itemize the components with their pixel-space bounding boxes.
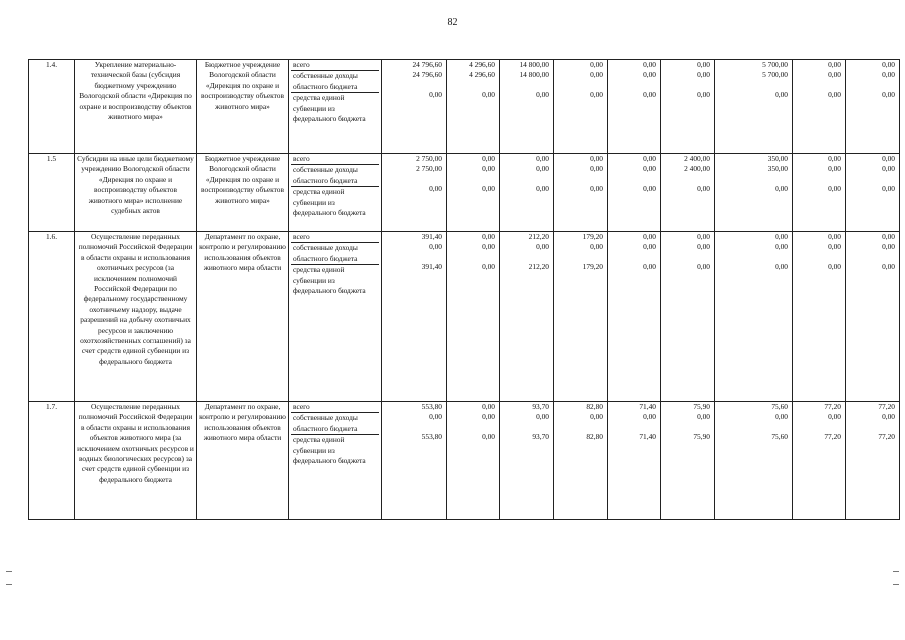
- amount-federal: 0,00: [775, 261, 788, 271]
- amount-own: 0,00: [482, 164, 495, 174]
- amount-cell: [500, 402, 554, 520]
- amount-cell: [554, 402, 608, 520]
- amount-cell: [661, 60, 715, 154]
- amount-cell: [447, 402, 500, 520]
- amount-own: 0,00: [590, 164, 603, 174]
- amount-own: 0,00: [643, 164, 656, 174]
- amount-federal: 179,20: [582, 261, 603, 271]
- amount-federal: 0,00: [775, 183, 788, 193]
- amount-own: 24 796,60: [412, 70, 442, 80]
- amount-own: 0,00: [590, 242, 603, 252]
- amount-total: 4 296,60: [469, 60, 495, 69]
- amount-federal: 77,20: [878, 431, 895, 441]
- amount-cell: [554, 232, 608, 402]
- amount-own: 0,00: [429, 242, 442, 252]
- amount-total: 0,00: [882, 154, 895, 163]
- amount-total: 0,00: [828, 154, 841, 163]
- amount-own: 0,00: [828, 412, 841, 422]
- amount-own: 0,00: [536, 164, 549, 174]
- source-own-revenue: собственные доходы областного бюджета: [291, 243, 379, 265]
- amount-federal: 0,00: [828, 89, 841, 99]
- executor-cell: Бюджетное учреждение Вологодской области «Дирекция по охране и воспроизводству объектов животного мира»: [197, 60, 289, 154]
- amount-total: 0,00: [590, 154, 603, 163]
- source-total: всего: [291, 154, 379, 165]
- amount-own: 0,00: [590, 412, 603, 422]
- amount-federal: 0,00: [536, 183, 549, 193]
- amount-federal: 75,90: [693, 431, 710, 441]
- measure-name-cell: Укрепление материально-технической базы (субсидия бюджетному учреждению Вологодской области «Дирекция по охране и воспроизводству объектов животного мира»: [75, 60, 197, 154]
- amount-total: 391,40: [421, 232, 442, 241]
- amount-federal: 0,00: [643, 261, 656, 271]
- amount-own: 0,00: [775, 412, 788, 422]
- amount-total: 75,60: [771, 402, 788, 411]
- amount-total: 2 750,00: [416, 154, 442, 163]
- amount-cell: [661, 154, 715, 232]
- amount-cell: [382, 60, 447, 154]
- amount-own: 0,00: [828, 164, 841, 174]
- amount-total: 93,70: [532, 402, 549, 411]
- source-federal-subvention: средства единой субвенции из федерального бюджета: [293, 435, 366, 466]
- amount-total: 77,20: [878, 402, 895, 411]
- amount-total: 0,00: [882, 232, 895, 241]
- amount-cell: [715, 232, 793, 402]
- amount-federal: 391,40: [421, 261, 442, 271]
- amount-federal: 0,00: [429, 183, 442, 193]
- table-row: [29, 60, 900, 154]
- amount-federal: 93,70: [532, 431, 549, 441]
- source-total: всего: [291, 60, 379, 71]
- source-own-revenue: собственные доходы областного бюджета: [291, 413, 379, 435]
- amount-federal: 0,00: [643, 183, 656, 193]
- amount-federal: 0,00: [828, 183, 841, 193]
- amount-total: 0,00: [828, 60, 841, 69]
- executor-cell: Департамент по охране, контролю и регулированию использования объектов животного мира области: [197, 232, 289, 402]
- amount-total: 0,00: [482, 154, 495, 163]
- amount-own: 0,00: [882, 412, 895, 422]
- budget-table: [28, 59, 900, 520]
- amount-cell: [846, 232, 900, 402]
- page-number: 82: [447, 17, 458, 28]
- amount-total: 179,20: [582, 232, 603, 241]
- amount-federal: 0,00: [697, 89, 710, 99]
- amount-federal: 0,00: [482, 183, 495, 193]
- row-number-cell: 1.5: [29, 154, 75, 232]
- amount-cell: [447, 60, 500, 154]
- amount-total: 0,00: [882, 60, 895, 69]
- amount-cell: [608, 232, 661, 402]
- table-row: [29, 154, 900, 232]
- amount-own: 0,00: [429, 412, 442, 422]
- amount-federal: 0,00: [482, 89, 495, 99]
- row-number-cell: 1.6.: [29, 232, 75, 402]
- source-federal-subvention: средства единой субвенции из федерального бюджета: [293, 187, 366, 218]
- amount-own: 14 800,00: [519, 70, 549, 80]
- amount-cell: [554, 60, 608, 154]
- funding-source-cell: [289, 154, 382, 232]
- amount-own: 0,00: [828, 242, 841, 252]
- amount-total: 0,00: [775, 232, 788, 241]
- amount-federal: 0,00: [828, 261, 841, 271]
- amount-own: 0,00: [482, 242, 495, 252]
- measure-name-cell: Субсидии на иные цели бюджетному учреждению Вологодской области «Дирекция по охране и воспроизводству объектов животного мира» исполнение судебных актов: [75, 154, 197, 232]
- amount-cell: [382, 154, 447, 232]
- measure-name-cell: Осуществление переданных полномочий Российской Федерации в области охраны и использования охотничьих ресурсов (за исключением полномочий Российской Федерации по федеральному государственному охотничьему надзору, выдаче разрешений на добычу охотничьих ресурсов и заключению охотхозяйственных соглашений) за счет средств единой субвенции из федерального бюджета: [75, 232, 197, 402]
- amount-total: 71,40: [639, 402, 656, 411]
- amount-federal: 75,60: [771, 431, 788, 441]
- amount-federal: 0,00: [429, 89, 442, 99]
- amount-cell: [793, 232, 846, 402]
- amount-cell: [793, 402, 846, 520]
- amount-federal: 82,80: [586, 431, 603, 441]
- amount-cell: [715, 60, 793, 154]
- amount-federal: 0,00: [882, 261, 895, 271]
- amount-cell: [661, 232, 715, 402]
- amount-federal: 0,00: [775, 89, 788, 99]
- amount-total: 75,90: [693, 402, 710, 411]
- amount-own: 0,00: [775, 242, 788, 252]
- amount-cell: [846, 60, 900, 154]
- funding-source-cell: [289, 402, 382, 520]
- amount-federal: 71,40: [639, 431, 656, 441]
- table-row: [29, 232, 900, 402]
- amount-own: 0,00: [882, 242, 895, 252]
- amount-total: 0,00: [536, 154, 549, 163]
- amount-total: 0,00: [590, 60, 603, 69]
- amount-own: 0,00: [828, 70, 841, 80]
- amount-own: 5 700,00: [762, 70, 788, 80]
- table-body: [29, 60, 900, 520]
- amount-cell: [382, 402, 447, 520]
- amount-own: 0,00: [882, 70, 895, 80]
- margin-mark: [893, 571, 899, 572]
- executor-cell: Департамент по охране, контролю и регулированию использования объектов животного мира области: [197, 402, 289, 520]
- amount-own: 0,00: [482, 412, 495, 422]
- amount-own: 0,00: [697, 412, 710, 422]
- amount-own: 350,00: [767, 164, 788, 174]
- amount-total: 0,00: [643, 60, 656, 69]
- amount-total: 212,20: [528, 232, 549, 241]
- amount-cell: [500, 232, 554, 402]
- amount-own: 0,00: [643, 70, 656, 80]
- executor-cell: Бюджетное учреждение Вологодской области «Дирекция по охране и воспроизводству объектов животного мира»: [197, 154, 289, 232]
- amount-total: 553,80: [421, 402, 442, 411]
- amount-cell: [447, 154, 500, 232]
- amount-own: 0,00: [882, 164, 895, 174]
- amount-own: 2 750,00: [416, 164, 442, 174]
- amount-total: 0,00: [482, 402, 495, 411]
- amount-cell: [793, 60, 846, 154]
- amount-own: 0,00: [643, 412, 656, 422]
- amount-cell: [608, 154, 661, 232]
- amount-total: 0,00: [697, 60, 710, 69]
- funding-source-cell: [289, 60, 382, 154]
- amount-federal: 0,00: [643, 89, 656, 99]
- amount-total: 350,00: [767, 154, 788, 163]
- amount-cell: [382, 232, 447, 402]
- amount-federal: 212,20: [528, 261, 549, 271]
- source-total: всего: [291, 402, 379, 413]
- row-number-cell: 1.7.: [29, 402, 75, 520]
- amount-cell: [715, 154, 793, 232]
- amount-cell: [846, 154, 900, 232]
- row-number-cell: 1.4.: [29, 60, 75, 154]
- amount-federal: 0,00: [536, 89, 549, 99]
- amount-cell: [846, 402, 900, 520]
- funding-source-cell: [289, 232, 382, 402]
- amount-cell: [554, 154, 608, 232]
- amount-federal: 0,00: [697, 261, 710, 271]
- margin-mark: [6, 584, 12, 585]
- amount-total: 0,00: [828, 232, 841, 241]
- amount-cell: [793, 154, 846, 232]
- amount-cell: [608, 402, 661, 520]
- source-total: всего: [291, 232, 379, 243]
- amount-cell: [715, 402, 793, 520]
- amount-federal: 0,00: [882, 89, 895, 99]
- amount-cell: [447, 232, 500, 402]
- amount-own: 2 400,00: [684, 164, 710, 174]
- amount-total: 14 800,00: [519, 60, 549, 69]
- amount-total: 0,00: [643, 232, 656, 241]
- amount-total: 0,00: [643, 154, 656, 163]
- amount-federal: 77,20: [824, 431, 841, 441]
- amount-total: 2 400,00: [684, 154, 710, 163]
- amount-total: 0,00: [697, 232, 710, 241]
- amount-federal: 0,00: [482, 431, 495, 441]
- measure-name-cell: Осуществление переданных полномочий Российской Федерации в области охраны и использования объектов животного мира (за исключением охотничьих ресурсов и водных биологических ресурсов) за счет средств единой субвенции из федерального бюджета: [75, 402, 197, 520]
- margin-mark: [6, 571, 12, 572]
- amount-total: 82,80: [586, 402, 603, 411]
- source-own-revenue: собственные доходы областного бюджета: [291, 71, 379, 93]
- source-federal-subvention: средства единой субвенции из федерального бюджета: [293, 265, 366, 296]
- margin-mark: [893, 584, 899, 585]
- amount-cell: [661, 402, 715, 520]
- amount-federal: 0,00: [697, 183, 710, 193]
- amount-federal: 0,00: [590, 89, 603, 99]
- amount-total: 5 700,00: [762, 60, 788, 69]
- amount-federal: 0,00: [590, 183, 603, 193]
- amount-own: 0,00: [643, 242, 656, 252]
- amount-own: 4 296,60: [469, 70, 495, 80]
- amount-federal: 553,80: [421, 431, 442, 441]
- source-federal-subvention: средства единой субвенции из федерального бюджета: [293, 93, 366, 124]
- amount-total: 77,20: [824, 402, 841, 411]
- amount-own: 0,00: [536, 242, 549, 252]
- amount-federal: 0,00: [482, 261, 495, 271]
- amount-own: 0,00: [536, 412, 549, 422]
- amount-total: 0,00: [482, 232, 495, 241]
- amount-total: 24 796,60: [412, 60, 442, 69]
- amount-own: 0,00: [590, 70, 603, 80]
- amount-own: 0,00: [697, 242, 710, 252]
- amount-cell: [608, 60, 661, 154]
- amount-own: 0,00: [697, 70, 710, 80]
- amount-cell: [500, 60, 554, 154]
- source-own-revenue: собственные доходы областного бюджета: [291, 165, 379, 187]
- amount-federal: 0,00: [882, 183, 895, 193]
- amount-cell: [500, 154, 554, 232]
- table-row: [29, 402, 900, 520]
